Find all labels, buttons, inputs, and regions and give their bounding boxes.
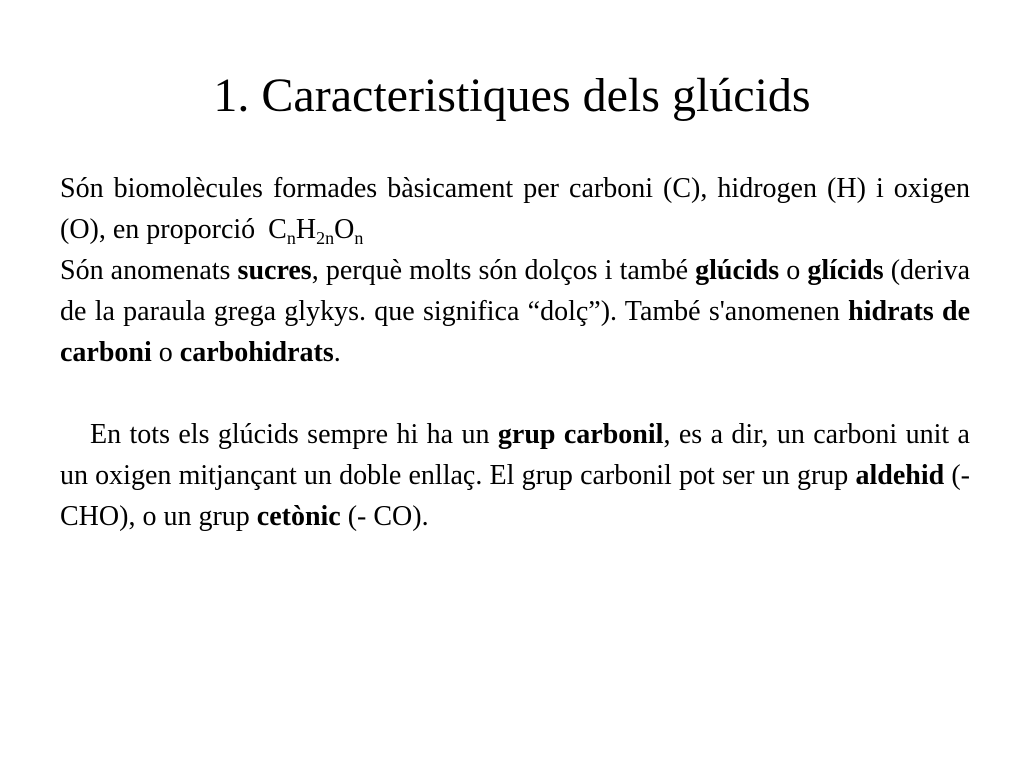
names-text: . xyxy=(333,337,341,368)
names-text: Són anomenats xyxy=(60,255,238,286)
term-grup-carbonil: grup carbonil xyxy=(497,419,664,450)
slide-title: 1. Caracteristiques dels glúcids xyxy=(213,69,811,122)
paragraph-definition xyxy=(60,168,970,250)
term-glicids: glícids xyxy=(807,255,884,286)
term-aldehid: aldehid xyxy=(855,460,945,491)
names-text: (deriva de la paraula grega glykys. que significa “dolç”). També s'anomenen xyxy=(60,255,971,327)
paragraph-names xyxy=(60,250,970,373)
names-text: o xyxy=(779,255,808,286)
term-cetonic: cetònic xyxy=(256,501,341,532)
formula-o-subscript: n xyxy=(354,228,364,248)
paragraph-carbonyl xyxy=(60,414,970,537)
term-hidrats-de-carboni: hidrats de carboni xyxy=(60,296,971,368)
names-text: o xyxy=(151,337,180,368)
formula-o: O xyxy=(334,214,355,245)
formula-h-subscript: 2n xyxy=(316,228,335,248)
chemical-formula xyxy=(268,214,364,248)
formula-c: C xyxy=(268,214,287,245)
names-text: , perquè molts són dolços i també xyxy=(311,255,696,286)
carbonyl-text: (- CO). xyxy=(340,501,429,532)
formula-c-subscript: n xyxy=(286,228,296,248)
term-sucres: sucres xyxy=(237,255,312,286)
carbonyl-text: (- CHO), o un grup xyxy=(60,460,970,532)
carbonyl-text: En tots els glúcids sempre hi ha un xyxy=(90,419,498,450)
slide-body xyxy=(60,168,970,537)
term-glucids: glúcids xyxy=(695,255,780,286)
carbonyl-text: , es a dir, un carboni unit a un oxigen mitjançant un doble enllaç. El grup carbonil pot ser un grup xyxy=(60,419,970,491)
formula-h: H xyxy=(295,214,317,245)
term-carbohidrats: carbohidrats xyxy=(179,337,334,368)
definition-text: Són biomolècules formades bàsicament per carboni (C), hidrogen (H) i oxigen (O), en proporció xyxy=(60,173,970,245)
